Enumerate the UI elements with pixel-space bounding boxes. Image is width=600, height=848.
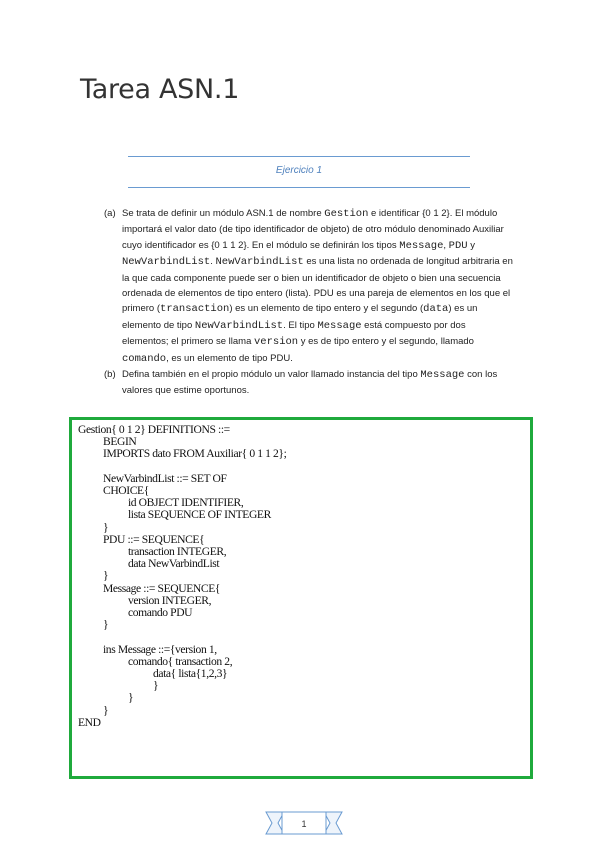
page-footer	[264, 808, 344, 838]
item-text: Defina también en el propio módulo un valor llamado instancia del tipo Message con los valores que estime oportunos.	[122, 369, 498, 397]
asn1-code: Gestion{ 0 1 2} DEFINITIONS ::= BEGIN IMPORTS dato FROM Auxiliar{ 0 1 1 2}; NewVarbindList ::= SET OF CHOICE{ id OBJECT IDENTIFIER, lista SEQUENCE OF INTEGER } PDU ::= SEQUENCE{ transaction INTEGER, data NewVarbindList } Message ::= SEQUENCE{ version INTEGER, comando PDU } ins Message ::={version 1, comando{ transaction 2, data{ lista{1,2,3} } } } END	[78, 423, 287, 729]
item-marker: (b)	[104, 369, 116, 381]
exercise-list	[104, 206, 514, 399]
exercise-item	[104, 367, 514, 399]
page-number: 1	[301, 819, 307, 829]
page-title: Tarea ASN.1	[80, 74, 240, 105]
exercise-item	[104, 206, 514, 367]
bottom-rule	[128, 187, 470, 188]
code-block	[69, 417, 533, 779]
item-text: Se trata de definir un módulo ASN.1 de nombre Gestion e identificar {0 1 2}. El módulo importará el valor dato (de tipo identificador de objeto) de otro módulo denominado Auxiliar cuyo identificador es {0 1 1 2}. En el módulo se definirán los tipos Message, PDU y NewVarbindList. NewVarbindList es una lista no ordenada de longitud arbitraria en la que cada componente puede ser o bien un identificador de objeto o bien una secuencia ordenada de elementos de tipo entero (lista). PDU es una pareja de elementos en los que el primero (transaction) es un elemento de tipo entero y el segundo (data) es un elemento de tipo NewVarbindList. El tipo Message está compuesto por dos elementos; el primero se llama version y es de tipo entero y el segundo, llamado comando, es un elemento de tipo PDU.	[122, 208, 513, 365]
section-subtitle: Ejercicio 1	[275, 165, 323, 176]
item-marker: (a)	[104, 208, 116, 219]
top-rule	[128, 156, 470, 157]
